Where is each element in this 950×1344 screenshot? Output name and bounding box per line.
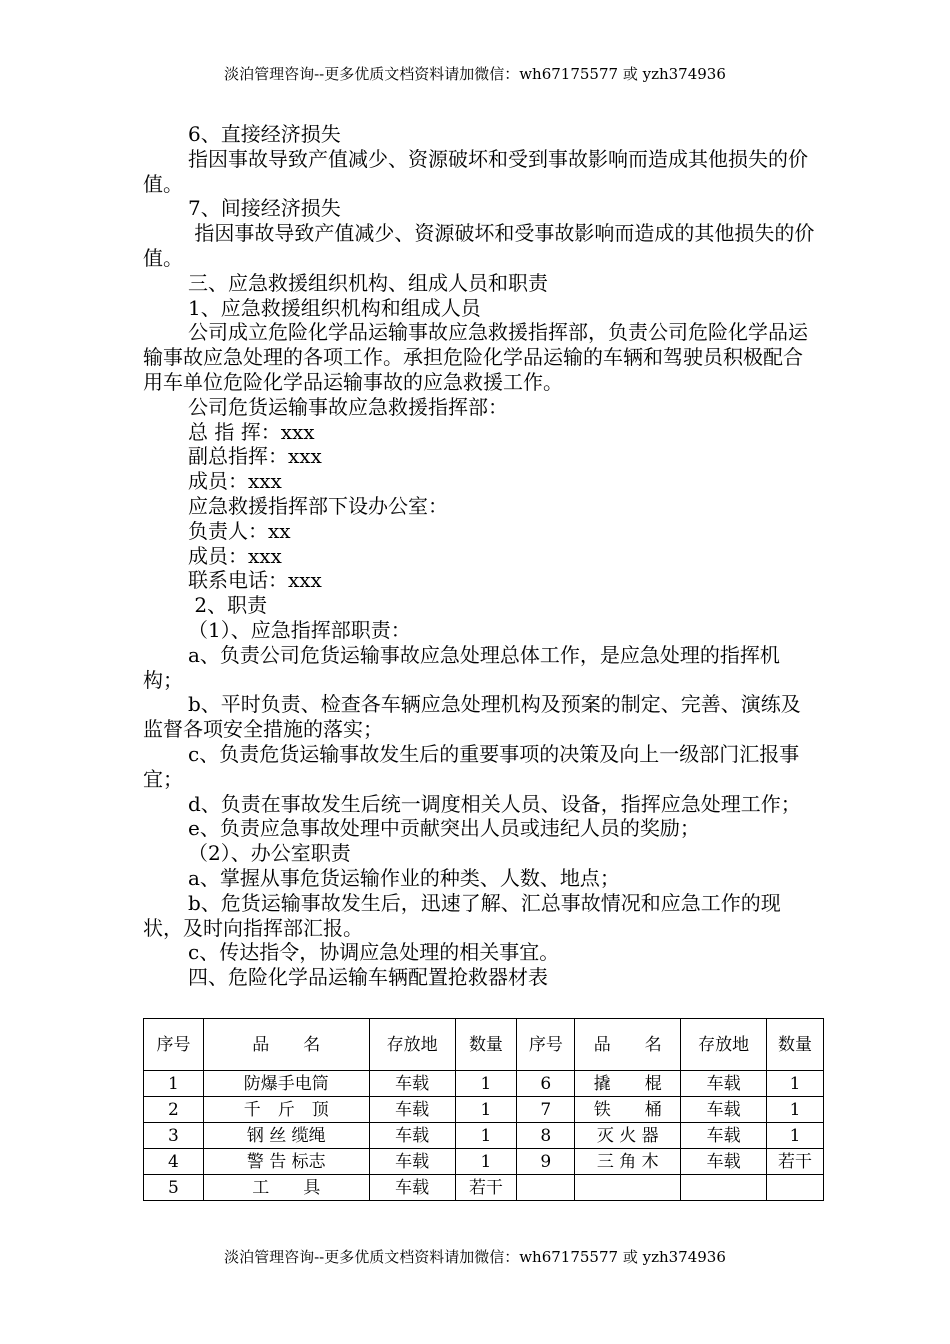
table-cell [517, 1175, 575, 1201]
header-cell: 数量 [767, 1019, 824, 1071]
header-cell: 序号 [517, 1019, 575, 1071]
table-cell: 3 [144, 1123, 204, 1149]
table-row [144, 1149, 824, 1175]
subsection-heading: （2）、办公室职责 [188, 841, 351, 866]
table-cell: 9 [517, 1149, 575, 1175]
document-body [143, 122, 815, 990]
header-cell: 序号 [144, 1019, 204, 1071]
roster-line: 副总指挥：xxx [188, 444, 322, 469]
table-cell: 工 具 [203, 1175, 369, 1201]
table-cell: 1 [455, 1071, 517, 1097]
list-item: d、负责在事故发生后统一调度相关人员、设备，指挥应急处理工作； [188, 791, 801, 816]
table-cell: 1 [767, 1097, 824, 1123]
roster-line: 成员：xxx [188, 543, 282, 568]
table-cell: 千 斤 顶 [203, 1097, 369, 1123]
table-header-row [144, 1019, 824, 1071]
table-cell: 4 [144, 1149, 204, 1175]
header-cell: 品 名 [575, 1019, 681, 1071]
table-cell: 车载 [369, 1149, 455, 1175]
table-cell: 车载 [681, 1149, 767, 1175]
table-cell: 1 [455, 1149, 517, 1175]
table-cell: 钢 丝 缆绳 [203, 1123, 369, 1149]
list-item: b、平时负责、检查各车辆应急处理机构及预案的制定、完善、演练及监督各项安全措施的落实； [143, 692, 801, 742]
list-item: c、传达指令，协调应急处理的相关事宜。 [188, 940, 560, 965]
table-cell: 6 [517, 1071, 575, 1097]
header-cell: 品 名 [203, 1019, 369, 1071]
table-cell: 1 [455, 1097, 517, 1123]
equipment-table [143, 1018, 824, 1201]
paragraph: 公司危货运输事故应急救援指挥部： [188, 394, 508, 419]
table-cell [767, 1175, 824, 1201]
table-cell: 1 [144, 1071, 204, 1097]
list-item: a、掌握从事危货运输作业的种类、人数、地点； [188, 865, 620, 890]
table-cell: 车载 [681, 1123, 767, 1149]
table-cell: 灭 火 器 [575, 1123, 681, 1149]
list-item: c、负责危货运输事故发生后的重要事项的决策及向上一级部门汇报事宜； [143, 741, 800, 791]
list-item: e、负责应急事故处理中贡献突出人员或违纪人员的奖励； [188, 816, 700, 841]
list-item: a、负责公司危货运输事故应急处理总体工作，是应急处理的指挥机构； [143, 642, 780, 692]
table-cell: 若干 [767, 1149, 824, 1175]
table-cell: 铁 桶 [575, 1097, 681, 1123]
table-cell: 2 [144, 1097, 204, 1123]
header-cell: 存放地 [369, 1019, 455, 1071]
subsection-heading: （1）、应急指挥部职责： [188, 617, 411, 642]
table-cell: 车载 [681, 1071, 767, 1097]
table-cell [575, 1175, 681, 1201]
paragraph: 公司成立危险化学品运输事故应急救援指挥部，负责公司危险化学品运输事故应急处理的各项工作。承担危险化学品运输的车辆和驾驶员积极配合用车单位危险化学品运输事故的应急救援工作。 [143, 320, 808, 394]
table-row [144, 1123, 824, 1149]
roster-line: 联系电话：xxx [188, 568, 322, 593]
table-cell: 1 [767, 1071, 824, 1097]
table-cell: 7 [517, 1097, 575, 1123]
chapter-heading: 三、应急救援组织机构、组成人员和职责 [188, 270, 548, 295]
roster-line: 负责人：xx [188, 518, 291, 543]
paragraph: 应急救援指挥部下设办公室： [188, 493, 448, 518]
table-cell: 警 告 标志 [203, 1149, 369, 1175]
table-cell: 车载 [369, 1123, 455, 1149]
table-cell: 车载 [369, 1175, 455, 1201]
table-cell: 防爆手电筒 [203, 1071, 369, 1097]
paragraph: 指因事故导致产值减少、资源破坏和受事故影响而造成的其他损失的价值。 [143, 221, 815, 270]
table-row [144, 1097, 824, 1123]
list-item: b、危货运输事故发生后，迅速了解、汇总事故情况和应急工作的现状，及时向指挥部汇报。 [143, 890, 781, 940]
paragraph: 指因事故导致产值减少、资源破坏和受到事故影响而造成其他损失的价值。 [143, 146, 808, 196]
table-cell: 车载 [369, 1097, 455, 1123]
roster-line: 成员：xxx [188, 469, 282, 494]
section-heading: 1、应急救援组织机构和组成人员 [188, 295, 481, 320]
chapter-heading: 四、危险化学品运输车辆配置抢救器材表 [188, 965, 548, 990]
page-footer: 淡泊管理咨询--更多优质文档资料请加微信：wh67175577 或 yzh374936 [224, 1248, 726, 1266]
table-row [144, 1175, 824, 1201]
table-cell [681, 1175, 767, 1201]
table-cell: 撬 棍 [575, 1071, 681, 1097]
table-cell: 若干 [455, 1175, 517, 1201]
section-heading: 2、职责 [188, 593, 268, 618]
section-heading: 6、直接经济损失 [188, 122, 341, 146]
section-heading: 7、间接经济损失 [188, 196, 341, 221]
table-cell: 8 [517, 1123, 575, 1149]
table-row [144, 1071, 824, 1097]
table-cell: 5 [144, 1175, 204, 1201]
header-cell: 数量 [455, 1019, 517, 1071]
table-cell: 1 [455, 1123, 517, 1149]
table-cell: 1 [767, 1123, 824, 1149]
page-header: 淡泊管理咨询--更多优质文档资料请加微信：wh67175577 或 yzh374936 [224, 65, 726, 83]
roster-line: 总 指 挥：xxx [188, 419, 315, 444]
table-cell: 车载 [369, 1071, 455, 1097]
table-cell: 车载 [681, 1097, 767, 1123]
header-cell: 存放地 [681, 1019, 767, 1071]
table-cell: 三 角 木 [575, 1149, 681, 1175]
